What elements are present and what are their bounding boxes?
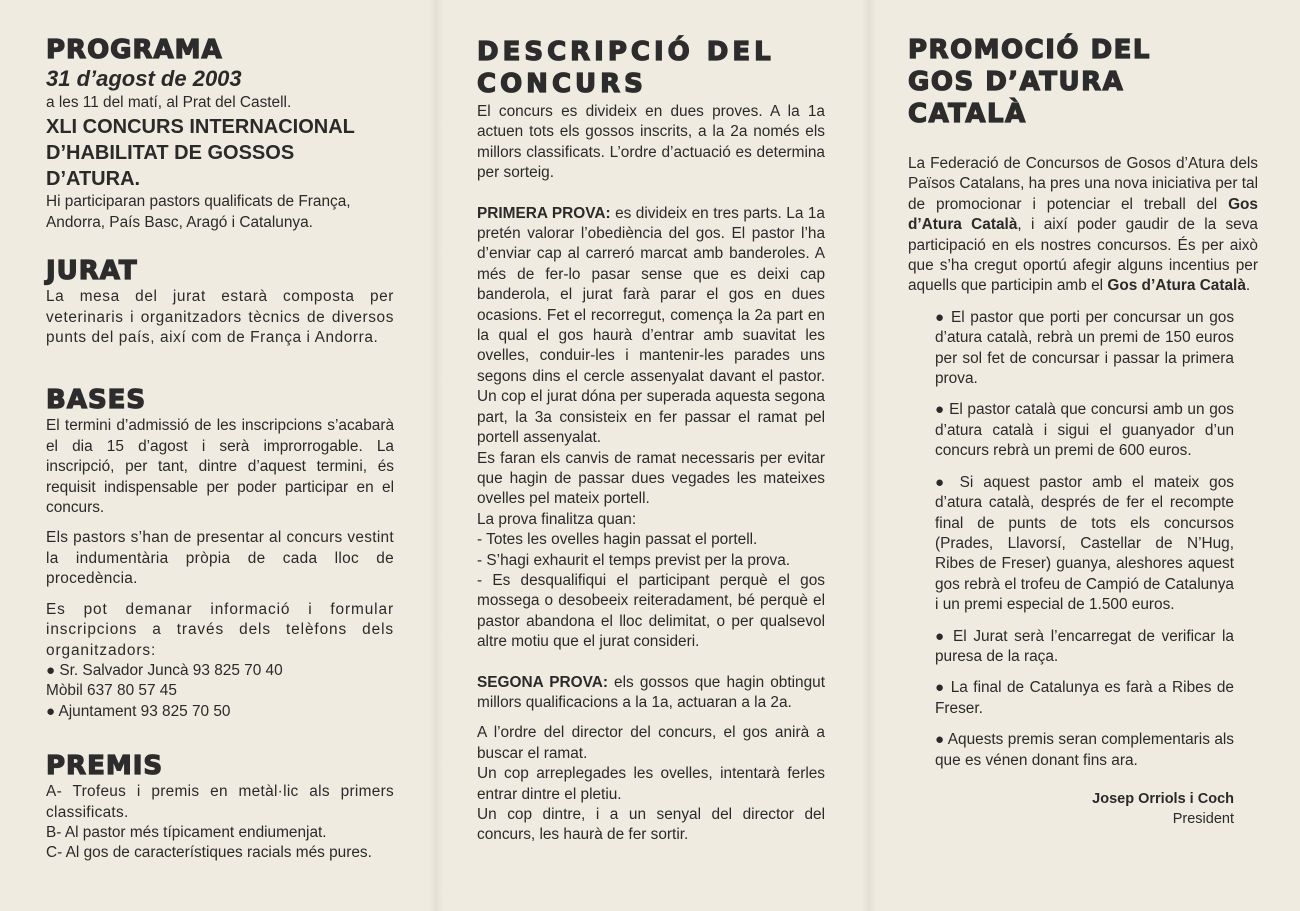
bullet-dot-icon: ● [935,401,945,419]
event-title-line2: D’HABILITAT DE GOSSOS [46,142,295,165]
descripcio-intro: El concurs es divideix en dues proves. A la 1a actuen tots els gossos inscrits, a la 2a només els millors classificats. L’ordre d’actuació es determina per sorteig. [477,103,825,182]
promocio-intro [908,154,1258,297]
fold-line-left [429,0,443,911]
premi-a: A- Trofeus i premis en metàl·lic als primers classificats. [46,783,394,821]
column-programa [46,34,394,864]
event-place: a les 11 del matí, al Prat del Castell. [46,94,292,111]
segona-step-2: Un cop arreplegades les ovelles, intentarà ferles entrar dintre el pletiu. [477,765,825,803]
canvis-ramat: Es faran els canvis de ramat necessaris per evitar que hagin de passar dues vegades les mateixes ovelles pel mateix portell. [477,449,825,508]
bullet-dot-icon: ● [935,308,946,326]
bullet-dot-icon: ● [935,679,946,697]
bullet-dot-icon: ● [935,627,947,645]
promocio-item-2-text: El pastor català que concursi amb un gos d’atura català i sigui el guanyador d’un concurs rebrà un premi de 600 euros. [935,401,1235,460]
promocio-item-4-text: El Jurat serà l’encarregat de verificar la puresa de la raça. [935,627,1234,665]
heading-promocio-line1: PROMOCIÓ DEL [908,35,1151,65]
promocio-item-3 [935,473,1234,616]
finalitza-2: - S’hagi exhaurit el temps previst per la prova. [477,551,791,569]
finalitza-1: - Totes les ovelles hagin passat el portell. [477,531,758,549]
column-promocio [908,34,1260,830]
contact-ajuntament [46,702,394,722]
promocio-item-2 [935,400,1234,461]
jurat-text: La mesa del jurat estarà composta per veterinaris i organitzadors tècnics de diversos punts del país, així com de França i Andorra. [46,288,394,347]
primera-prova [477,204,825,449]
contact-salvador-text: Sr. Salvador Juncà 93 825 70 40 [59,661,283,679]
segona-step-3: Un cop dintre, i a un senyal del director del concurs, les haurà de fer sortir. [477,806,825,844]
heading-jurat: JURAT [46,256,138,287]
promocio-item-6-text: Aquests premis seran complementaris als que es vénen donant fins ara. [935,731,1234,769]
prova-finalitza: La prova finalitza quan: [477,510,637,528]
event-title-line1: XLI CONCURS INTERNACIONAL [46,116,355,139]
contact-salvador [46,661,394,681]
bases-paragraph-1: El termini d’admissió de les inscripcions s’acabarà el dia 15 d’agost i serà improrrogable. La inscripció, per tant, dintre d’aquest termini, és requisit indispensable per poder participar en el concurs. [46,417,394,517]
segona-prova [477,673,825,714]
promocio-item-5-text: La final de Catalunya es farà a Ribes de Freser. [935,679,1234,717]
premi-c: C- Al gos de característiques racials més pures. [46,844,372,862]
event-date: 31 d’agost de 2003 [46,66,242,91]
fold-line-right [862,0,876,911]
bullet-dot-icon: ● [935,731,945,749]
promocio-intro-part2: , i així poder gaudir de la seva participació en els nostres concursos. És per això que s’ha cregut oportú afegir alguns incentius per aquells que participin amb el [908,216,1258,295]
column-descripcio [477,36,825,846]
heading-promocio-line2: GOS D’ATURA [908,67,1125,97]
bases-paragraph-2: Els pastors s’han de presentar al concurs vestint la indumentària pròpia de cada lloc de procedència. [46,529,394,588]
segona-prova-text: els gossos que hagin obtingut millors qualificacions a la 1a, actuaran a la 2a. [477,673,825,711]
promocio-intro-bold1: Gos d’Atura Català [908,195,1258,234]
promocio-intro-part1: La Federació de Concursos de Gosos d’Atura dels Països Catalans, ha pres una nova iniciativa per tal de promocionar i potenciar el treball del [908,155,1258,213]
finalitza-3: - Es desqualifiqui el participant perquè el gos mossega o desobeeix reiteradament, bé perquè el pastor abandona el lloc delimitat, o per qualsevol altre motiu que el jurat consideri. [477,571,825,651]
bullet-dot-icon: ● [46,661,56,679]
bullet-dot-icon: ● [46,702,56,720]
premi-b: B- Al pastor més típicament endiumenjat. [46,823,327,841]
primera-prova-text: es divideix en tres parts. La 1a pretén valorar l’obediència del gos. El pastor l’ha d’enviar cap al carreró marcat amb banderoles. A més de fer-lo pasar sense que es deixi cap banderola, el jurat farà parar el gos en dues ocasions. Fet el recorregut, comença la 2a part en la qual el gos haurà d’entrar amb suavitat les ovelles, conduir-les i mantenir-les parades uns segons dins el cercle assenyalat davant el pastor. Un cop el jurat dóna per superada aquesta segona part, la 3a consisteix en fer passar el ramat pel portell assenyalat. [477,204,825,447]
signature-name: Josep Orriols i Coch [1092,790,1234,807]
signature-title: President [1172,811,1234,828]
contact-mobile: Mòbil 637 80 57 45 [46,682,177,700]
promocio-item-4 [935,627,1234,668]
bullet-dot-icon: ● [935,473,950,491]
event-title-line3: D’ATURA. [46,168,141,191]
contact-ajuntament-text: Ajuntament 93 825 70 50 [58,702,231,720]
promocio-item-1 [935,308,1234,390]
segona-step-1: A l’ordre del director del concurs, el gos anirà a buscar el ramat. [477,724,825,762]
promocio-item-6 [935,730,1234,771]
heading-premis: PREMIS [46,751,164,782]
promocio-intro-part3: . [1245,277,1251,295]
promocio-intro-bold2: Gos d’Atura Català [1107,277,1246,295]
heading-descripcio-line2: CONCURS [477,69,647,99]
heading-bases: BASES [46,385,147,416]
bases-paragraph-3: Es pot demanar informació i formular inscripcions a través dels telèfons dels organitzadors: [46,600,394,659]
heading-promocio-line3: CATALÀ [908,99,1027,129]
segona-prova-label: SEGONA PROVA: [477,673,608,691]
heading-programa: PROGRAMA [46,35,223,65]
promocio-item-1-text: El pastor que porti per concursar un gos d’atura català, rebrà un premi de 150 euros per sol fet de concursar i passar la primera prova. [935,308,1235,388]
primera-prova-label: PRIMERA PROVA: [477,204,611,222]
heading-descripcio-line1: DESCRIPCIÓ DEL [477,37,775,67]
promocio-item-3-text: Si aquest pastor amb el mateix gos d’atura català, després de fer el recompte final de punts de tots els concursos (Prades, Llavorsí, Castellar de N’Hug, Ribes de Freser) guanya, aleshores aquest gos rebrà el trofeu de Campió de Catalunya i un premi especial de 1.500 euros. [935,473,1234,614]
promocio-item-5 [935,678,1234,719]
participants-text: Hi participaran pastors qualificats de França, Andorra, País Basc, Aragó i Catalunya. [46,193,351,231]
